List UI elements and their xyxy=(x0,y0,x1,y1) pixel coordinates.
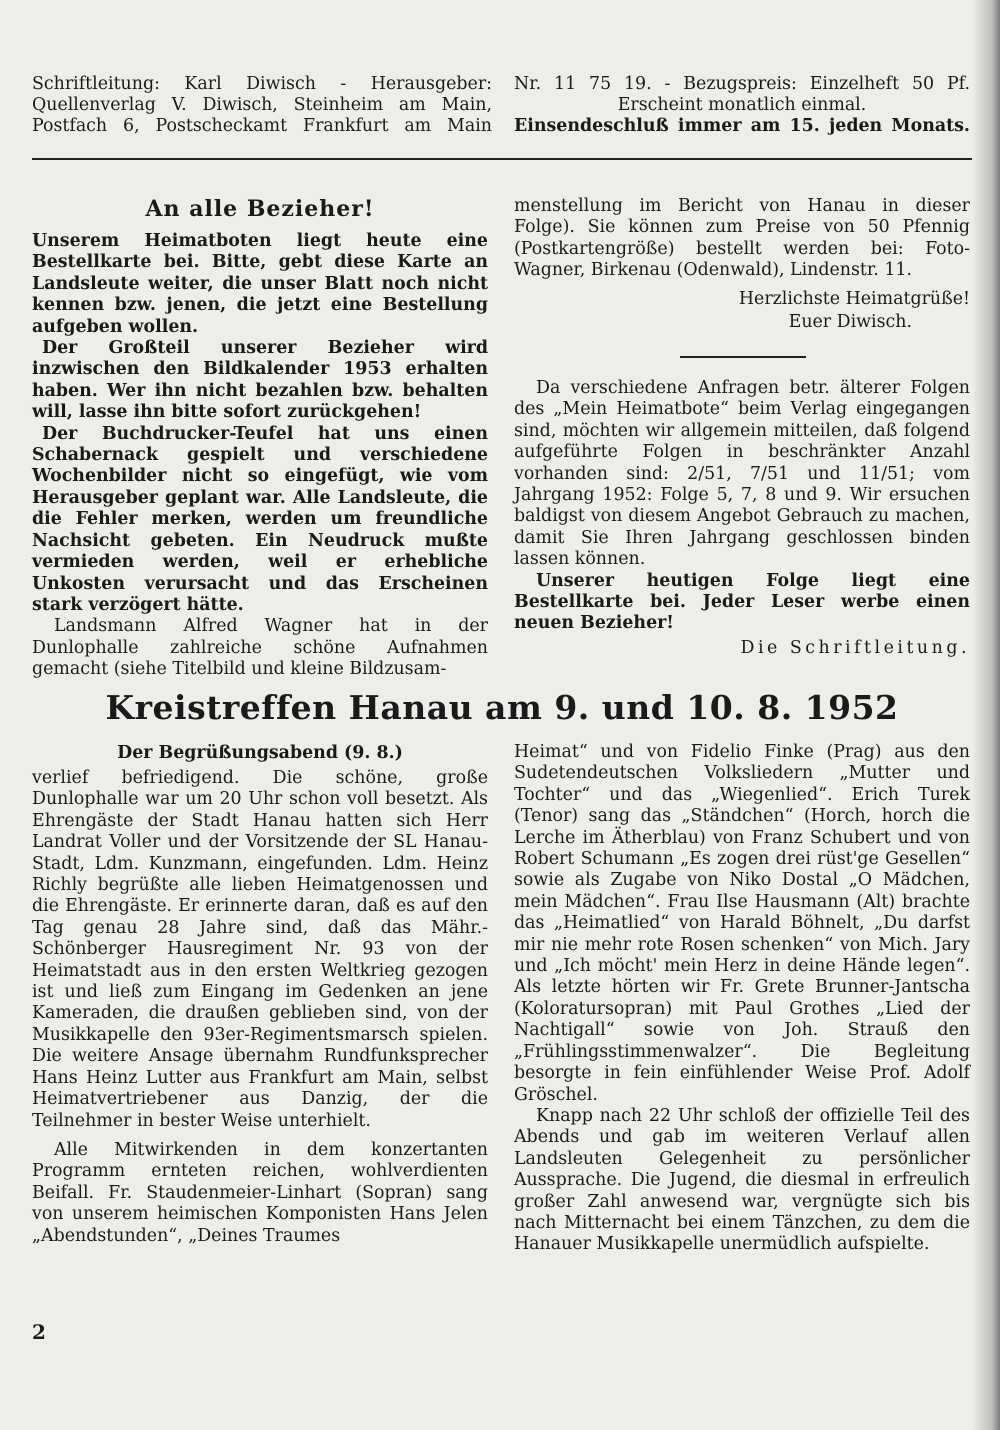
article-paragraph: Alle Mitwirkenden in dem konzertanten Programm ernteten reichen, wohlverdienten Beifall. Fr. Staudenmeier-Linhart (Sopran) sang von unserem heimischen Komponisten Hans Jelen „Abendstunden“, „Deines Traumes xyxy=(32,1139,488,1246)
masthead-divider xyxy=(32,158,972,160)
article-paragraph-continued: Heimat“ und von Fidelio Finke (Prag) aus den Sudetendeutschen Volksliedern „Mutter und Tochter“ und das „Wiegenlied“. Erich Turek (Tenor) sang das „Ständchen“ (Horch, horch die Lerche im Ätherblau) von Franz Schubert und von Robert Schumann „Es zogen drei rüst'ge Gesellen“ sowie als Zugabe von Niko Dostal „O Mädchen, mein Mädchen“. Frau Ilse Hausmann (Alt) brachte das „Heimatlied“ von Harald Böhnelt, „Du darfst mir nie mehr rote Rosen schenken“ von Mich. Jary und „Ich möcht' mein Herz in deine Hände legen“. Als letzte hörten wir Fr. Grete Brunner-Jantscha (Koloratursopran) mit Paul Grothes „Lied der Nachtigall“ sowie von Joh. Strauß den „Frühlingsstimmenwalzer“. Die Begleitung besorgte in fein einfühlender Weise Prof. Adolf Gröschel. xyxy=(514,742,970,1105)
page-number: 2 xyxy=(32,1320,46,1344)
article-paragraph: Knapp nach 22 Uhr schloß der offizielle Teil des Abends und gab im weiteren Verlauf allen Landsleuten Gelegenheit zu persönlicher Aussprache. Die Jugend, die diesmal in erfreulich großer Zahl anwesend war, vergnügte sich bis nach Mitternacht bei einem Tänzchen, zu dem die Hanauer Musikkapelle unermüdlich aufspielte. xyxy=(514,1105,970,1255)
article-right-column xyxy=(514,742,970,1256)
notice-paragraph: Unserem Heimatboten liegt heute eine Bestellkarte bei. Bitte, gebt diese Karte an Landsleute weiter, die unser Blatt noch nicht kennen bzw. jenen, die jetzt eine Bestellung aufgeben wollen. xyxy=(32,231,488,337)
notice-paragraph: Der Großteil unserer Bezieher wird inzwischen den Bildkalender 1953 erhalten haben. Wer ihn nicht bezahlen bzw. behalten will, lasse ihn bitte sofort zurückgehen! xyxy=(32,338,488,423)
masthead-left-line: Schriftleitung: Karl Diwisch - Herausgeber: xyxy=(32,74,492,94)
notice-right-column xyxy=(514,196,970,334)
notice-left-column xyxy=(32,196,488,681)
scan-edge-shadow xyxy=(972,0,1000,1430)
back-issues-paragraph: Da verschiedene Anfragen betr. älterer Folgen des „Mein Heimatbote“ beim Verlag eingegangen sind, möchten wir allgemein mitteilen, daß folgend aufgeführte Folgen in beschränkter Anzahl vorhanden sind: 2/51, 7/51 und 11/51; vom Jahrgang 1952: Folge 5, 7, 8 und 9. Wir ersuchen baldigst von diesem Angebot Gebrauch zu machen, damit Sie Ihren Jahrgang geschlossen binden lassen können. xyxy=(514,378,970,570)
notice-paragraph: Der Buchdrucker-Teufel hat uns einen Schabernack gespielt und verschiedene Wochenbilder nicht so eingefügt, wie vom Herausgeber geplant war. Alle Landsleute, die die Fehler merken, werden um freundliche Nachsicht gebeten. Ein Neudruck mußte vermieden werden, weil er erhebliche Unkosten verursacht und das Erscheinen stark verzögert hätte. xyxy=(32,423,488,615)
greeting-signature: Euer Diwisch. xyxy=(788,311,912,332)
article-headline: Kreistreffen Hanau am 9. und 10. 8. 1952 xyxy=(105,688,899,727)
masthead-right xyxy=(514,74,970,137)
article-paragraph: verlief befriedigend. Die schöne, große Dunlophalle war um 20 Uhr schon voll besetzt. Als Ehrengäste der Stadt Hanau hatten sich Herr Landrat Voller und der Vorsitzende der SL Hanau-Stadt, Ldm. Kunzmann, eingefunden. Ldm. Heinz Richly begrüßte alle lieben Heimatgenossen und die Ehrengäste. Er erinnerte daran, daß es auf den Tag genau 28 Jahre sind, daß das Mähr.-Schönberger Hausregiment Nr. 93 von der Heimatstadt aus in den ersten Weltkrieg gezogen ist und ließ zum Eingang im Gedenken an jene Kameraden, die draußen geblieben sind, von der Musikkapelle den 93er-Regimentsmarsch spielen. Die weitere Ansage übernahm Rundfunksprecher Hans Heinz Lutter aus Frankfurt am Main, selbst Heimatvertriebener aus Danzig, der die Teilnehmer in bester Weise unterhielt. xyxy=(32,768,488,1131)
wagner-paragraph-continued: menstellung im Bericht von Hanau in dieser Folge). Sie können zum Preise von 50 Pfennig (Postkartengröße) bestellt werden bei: Foto-Wagner, Birkenau (Odenwald), Lindenstr. 11. xyxy=(514,196,970,281)
wagner-paragraph: Landsmann Alfred Wagner hat in der Dunlophalle zahlreiche schöne Aufnahmen gemacht (siehe Titelbild und kleine Bildzusam- xyxy=(32,616,488,680)
masthead-right-line: Einsendeschluß immer am 15. jeden Monats. xyxy=(514,116,970,136)
masthead-left xyxy=(32,74,492,137)
editorial-signature: Die Schriftleitung. xyxy=(740,637,970,658)
article-subheading: Der Begrüßungsabend (9. 8.) xyxy=(117,743,403,763)
back-issues-block xyxy=(514,378,970,659)
notice-title: An alle Bezieher! xyxy=(145,196,375,222)
masthead-left-line: Postfach 6, Postscheckamt Frankfurt am Main xyxy=(32,116,492,136)
article-left-column xyxy=(32,742,488,1247)
masthead-right-line: Nr. 11 75 19. - Bezugspreis: Einzelheft 50 Pf. xyxy=(514,74,970,94)
order-card-paragraph: Unserer heutigen Folge liegt eine Bestellkarte bei. Jeder Leser werbe einen neuen Bezieher! xyxy=(514,570,970,634)
masthead-left-line: Quellenverlag V. Diwisch, Steinheim am Main, xyxy=(32,95,492,115)
greeting: Herzlichste Heimatgrüße! xyxy=(738,288,970,309)
short-divider xyxy=(680,356,806,358)
masthead-right-line: Erscheint monatlich einmal. xyxy=(617,95,867,115)
